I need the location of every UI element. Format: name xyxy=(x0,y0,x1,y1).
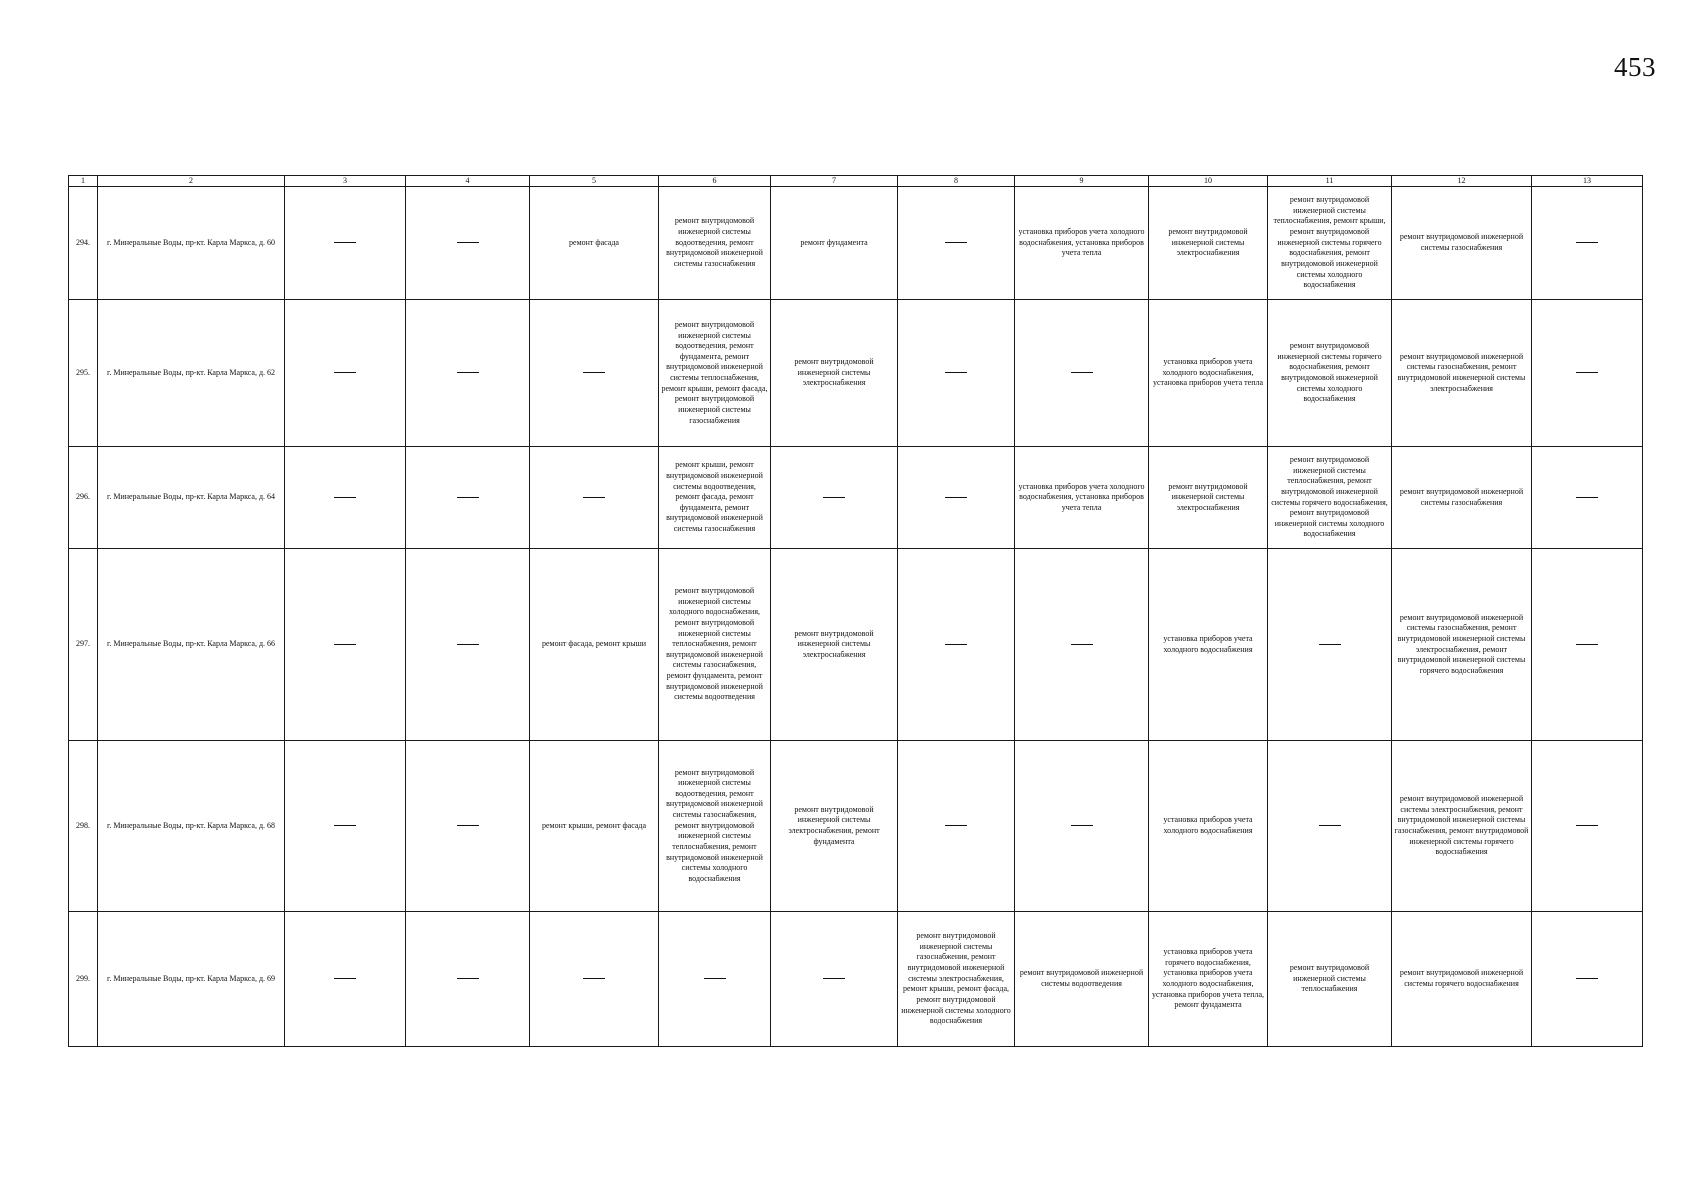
dash-mark xyxy=(457,242,479,243)
work-cell-c9: установка приборов учета холодного водоснабжения, установка приборов учета тепла xyxy=(1015,447,1149,549)
empty-cell-c13 xyxy=(1532,912,1643,1047)
empty-cell-c3 xyxy=(285,300,406,447)
work-cell-c10: установка приборов учета горячего водоснабжения, установка приборов учета холодного водоснабжения, установка приборов учета тепла, ремонт фундамента xyxy=(1149,912,1268,1047)
work-cell-c5: ремонт фасада, ремонт крыши xyxy=(530,549,659,741)
dash-mark xyxy=(1319,825,1341,826)
table-row xyxy=(69,187,1643,300)
work-cell-c7: ремонт фундамента xyxy=(771,187,898,300)
dash-mark xyxy=(945,372,967,373)
address-cell: г. Минеральные Воды, пр-кт. Карла Маркса, д. 66 xyxy=(98,549,285,741)
work-cell-c5: ремонт фасада xyxy=(530,187,659,300)
dash-mark xyxy=(1576,825,1598,826)
dash-mark xyxy=(334,242,356,243)
empty-cell-c4 xyxy=(406,300,530,447)
work-cell-c6: ремонт внутридомовой инженерной системы холодного водоснабжения, ремонт внутридомовой инженерной системы теплоснабжения, ремонт внутридомовой инженерной системы газоснабжения, ремонт фундамента, ремонт внутридомовой инженерной системы водоотведения xyxy=(659,549,771,741)
column-number-4: 4 xyxy=(406,176,530,187)
table-row xyxy=(69,912,1643,1047)
work-cell-c7: ремонт внутридомовой инженерной системы электроснабжения xyxy=(771,300,898,447)
dash-mark xyxy=(457,825,479,826)
dash-mark xyxy=(583,978,605,979)
empty-cell-c5 xyxy=(530,300,659,447)
dash-mark xyxy=(1576,644,1598,645)
work-cell-c12: ремонт внутридомовой инженерной системы газоснабжения xyxy=(1392,447,1532,549)
table-row xyxy=(69,447,1643,549)
work-cell-c6: ремонт внутридомовой инженерной системы водоотведения, ремонт внутридомовой инженерной системы газоснабжения, ремонт внутридомовой инженерной системы теплоснабжения, ремонт внутридомовой инженерной системы холодного водоснабжения xyxy=(659,741,771,912)
empty-cell-c3 xyxy=(285,447,406,549)
work-cell-c10: ремонт внутридомовой инженерной системы электроснабжения xyxy=(1149,187,1268,300)
column-number-9: 9 xyxy=(1015,176,1149,187)
dash-mark xyxy=(583,497,605,498)
empty-cell-c8 xyxy=(898,741,1015,912)
empty-cell-c3 xyxy=(285,741,406,912)
column-number-13: 13 xyxy=(1532,176,1643,187)
work-cell-c5: ремонт крыши, ремонт фасада xyxy=(530,741,659,912)
dash-mark xyxy=(583,372,605,373)
work-cell-c10: установка приборов учета холодного водоснабжения xyxy=(1149,549,1268,741)
table-row xyxy=(69,300,1643,447)
address-cell: г. Минеральные Воды, пр-кт. Карла Маркса, д. 69 xyxy=(98,912,285,1047)
work-cell-c6: ремонт внутридомовой инженерной системы водоотведения, ремонт фундамента, ремонт внутридомовой инженерной системы теплоснабжения, ремонт крыши, ремонт фасада, ремонт внутридомовой инженерной системы газоснабжения xyxy=(659,300,771,447)
work-cell-c11: ремонт внутридомовой инженерной системы горячего водоснабжения, ремонт внутридомовой инженерной системы холодного водоснабжения xyxy=(1268,300,1392,447)
dash-mark xyxy=(1576,978,1598,979)
work-cell-c7: ремонт внутридомовой инженерной системы электроснабжения xyxy=(771,549,898,741)
address-cell: г. Минеральные Воды, пр-кт. Карла Маркса, д. 60 xyxy=(98,187,285,300)
empty-cell-c6 xyxy=(659,912,771,1047)
empty-cell-c4 xyxy=(406,187,530,300)
dash-mark xyxy=(945,497,967,498)
work-cell-c6: ремонт крыши, ремонт внутридомовой инженерной системы водоотведения, ремонт фасада, ремонт фундамента, ремонт внутридомовой инженерной системы газоснабжения xyxy=(659,447,771,549)
address-cell: г. Минеральные Воды, пр-кт. Карла Маркса, д. 62 xyxy=(98,300,285,447)
work-cell-c10: ремонт внутридомовой инженерной системы электроснабжения xyxy=(1149,447,1268,549)
empty-cell-c5 xyxy=(530,912,659,1047)
empty-cell-c3 xyxy=(285,187,406,300)
empty-cell-c4 xyxy=(406,912,530,1047)
work-cell-c7: ремонт внутридомовой инженерной системы электроснабжения, ремонт фундамента xyxy=(771,741,898,912)
dash-mark xyxy=(457,497,479,498)
empty-cell-c9 xyxy=(1015,300,1149,447)
dash-mark xyxy=(945,644,967,645)
work-cell-c12: ремонт внутридомовой инженерной системы газоснабжения, ремонт внутридомовой инженерной системы электроснабжения, ремонт внутридомовой инженерной системы горячего водоснабжения xyxy=(1392,549,1532,741)
work-cell-c12: ремонт внутридомовой инженерной системы горячего водоснабжения xyxy=(1392,912,1532,1047)
empty-cell-c11 xyxy=(1268,549,1392,741)
empty-cell-c4 xyxy=(406,741,530,912)
dash-mark xyxy=(334,825,356,826)
empty-cell-c9 xyxy=(1015,741,1149,912)
empty-cell-c13 xyxy=(1532,300,1643,447)
dash-mark xyxy=(1071,372,1093,373)
empty-cell-c5 xyxy=(530,447,659,549)
work-cell-c11: ремонт внутридомовой инженерной системы теплоснабжения, ремонт внутридомовой инженерной системы горячего водоснабжения, ремонт внутридомовой инженерной системы холодного водоснабжения xyxy=(1268,447,1392,549)
dash-mark xyxy=(457,372,479,373)
dash-mark xyxy=(704,978,726,979)
work-cell-c12: ремонт внутридомовой инженерной системы электроснабжения, ремонт внутридомовой инженерной системы газоснабжения, ремонт внутридомовой инженерной системы горячего водоснабжения xyxy=(1392,741,1532,912)
work-cell-c11: ремонт внутридомовой инженерной системы теплоснабжения, ремонт крыши, ремонт внутридомовой инженерной системы горячего водоснабжения, ремонт внутридомовой инженерной системы холодного водоснабжения xyxy=(1268,187,1392,300)
dash-mark xyxy=(334,978,356,979)
dash-mark xyxy=(823,978,845,979)
empty-cell-c13 xyxy=(1532,741,1643,912)
dash-mark xyxy=(1576,242,1598,243)
empty-cell-c9 xyxy=(1015,549,1149,741)
empty-cell-c8 xyxy=(898,549,1015,741)
empty-cell-c8 xyxy=(898,187,1015,300)
column-number-row xyxy=(69,176,1643,187)
empty-cell-c3 xyxy=(285,549,406,741)
dash-mark xyxy=(1319,644,1341,645)
dash-mark xyxy=(1576,372,1598,373)
column-number-1: 1 xyxy=(69,176,98,187)
dash-mark xyxy=(945,242,967,243)
column-number-11: 11 xyxy=(1268,176,1392,187)
empty-cell-c13 xyxy=(1532,187,1643,300)
work-cell-c10: установка приборов учета холодного водоснабжения xyxy=(1149,741,1268,912)
work-cell-c6: ремонт внутридомовой инженерной системы водоотведения, ремонт внутридомовой инженерной системы газоснабжения xyxy=(659,187,771,300)
work-cell-c10: установка приборов учета холодного водоснабжения, установка приборов учета тепла xyxy=(1149,300,1268,447)
row-number: 294. xyxy=(69,187,98,300)
column-number-12: 12 xyxy=(1392,176,1532,187)
empty-cell-c8 xyxy=(898,447,1015,549)
row-number: 298. xyxy=(69,741,98,912)
column-number-2: 2 xyxy=(98,176,285,187)
row-number: 297. xyxy=(69,549,98,741)
empty-cell-c13 xyxy=(1532,447,1643,549)
dash-mark xyxy=(334,372,356,373)
column-number-3: 3 xyxy=(285,176,406,187)
dash-mark xyxy=(457,978,479,979)
work-cell-c11: ремонт внутридомовой инженерной системы теплоснабжения xyxy=(1268,912,1392,1047)
column-number-10: 10 xyxy=(1149,176,1268,187)
column-number-5: 5 xyxy=(530,176,659,187)
empty-cell-c8 xyxy=(898,300,1015,447)
dash-mark xyxy=(334,497,356,498)
page-number: 453 xyxy=(1614,52,1656,82)
address-cell: г. Минеральные Воды, пр-кт. Карла Маркса, д. 64 xyxy=(98,447,285,549)
column-number-7: 7 xyxy=(771,176,898,187)
dash-mark xyxy=(823,497,845,498)
empty-cell-c4 xyxy=(406,549,530,741)
dash-mark xyxy=(1576,497,1598,498)
row-number: 295. xyxy=(69,300,98,447)
table-body xyxy=(69,176,1643,1047)
work-cell-c12: ремонт внутридомовой инженерной системы газоснабжения, ремонт внутридомовой инженерной системы электроснабжения xyxy=(1392,300,1532,447)
empty-cell-c13 xyxy=(1532,549,1643,741)
empty-cell-c11 xyxy=(1268,741,1392,912)
empty-cell-c7 xyxy=(771,912,898,1047)
empty-cell-c3 xyxy=(285,912,406,1047)
column-number-8: 8 xyxy=(898,176,1015,187)
address-cell: г. Минеральные Воды, пр-кт. Карла Маркса, д. 68 xyxy=(98,741,285,912)
row-number: 299. xyxy=(69,912,98,1047)
dash-mark xyxy=(945,825,967,826)
work-cell-c9: ремонт внутридомовой инженерной системы водоотведения xyxy=(1015,912,1149,1047)
work-cell-c9: установка приборов учета холодного водоснабжения, установка приборов учета тепла xyxy=(1015,187,1149,300)
empty-cell-c7 xyxy=(771,447,898,549)
repair-schedule-table xyxy=(68,175,1643,1047)
work-cell-c8: ремонт внутридомовой инженерной системы газоснабжения, ремонт внутридомовой инженерной системы электроснабжения, ремонт крыши, ремонт фасада, ремонт внутридомовой инженерной системы холодного водоснабжения xyxy=(898,912,1015,1047)
dash-mark xyxy=(334,644,356,645)
dash-mark xyxy=(1071,825,1093,826)
dash-mark xyxy=(1071,644,1093,645)
table-row xyxy=(69,741,1643,912)
column-number-6: 6 xyxy=(659,176,771,187)
work-cell-c12: ремонт внутридомовой инженерной системы газоснабжения xyxy=(1392,187,1532,300)
table-row xyxy=(69,549,1643,741)
empty-cell-c4 xyxy=(406,447,530,549)
dash-mark xyxy=(457,644,479,645)
row-number: 296. xyxy=(69,447,98,549)
